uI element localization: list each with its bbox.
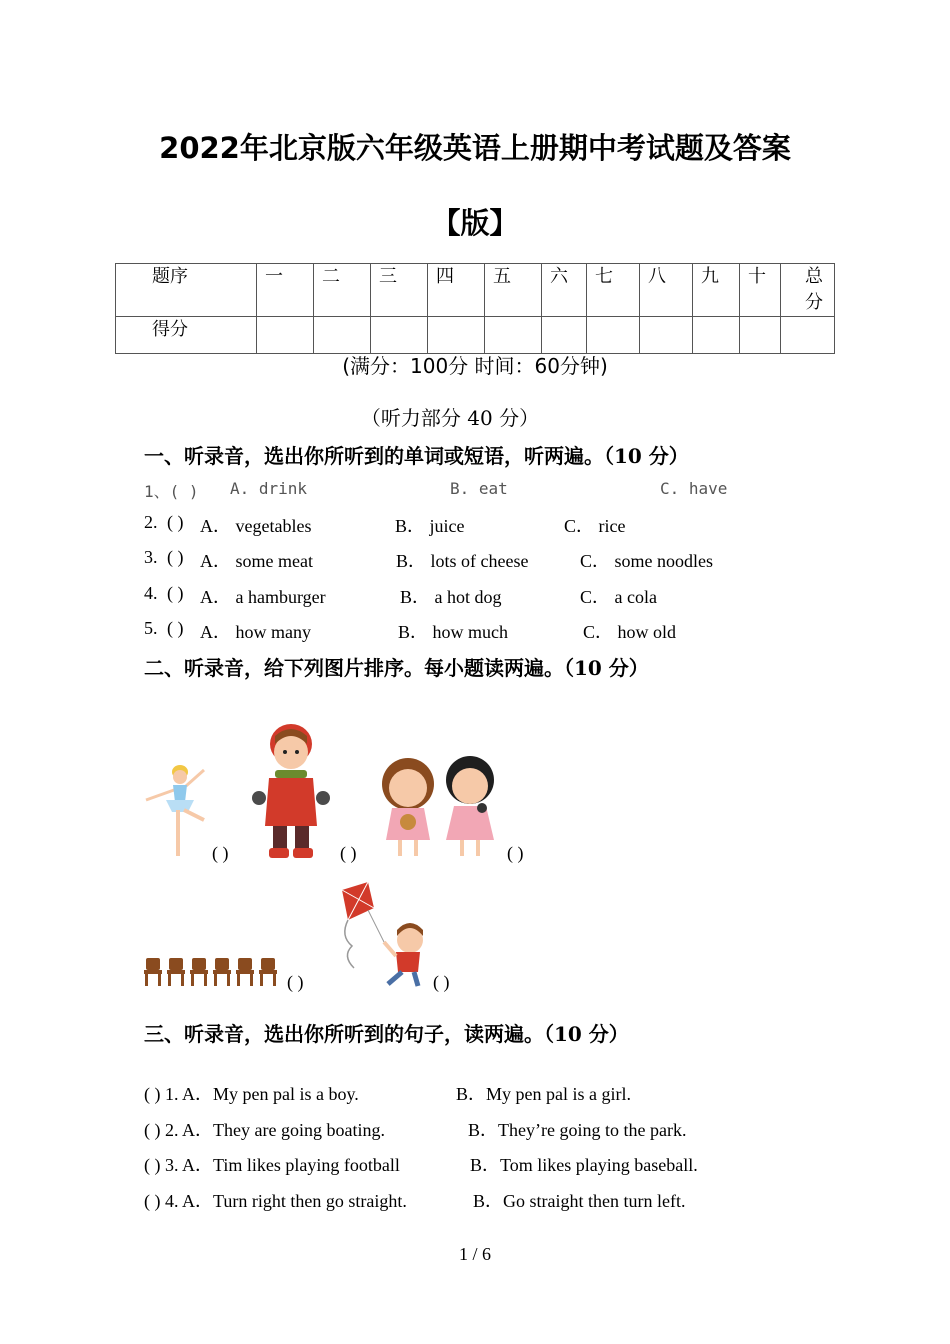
cell-4: 四: [428, 264, 485, 317]
q4-paren: ( ): [167, 583, 184, 603]
blank-pic-3[interactable]: ( ): [507, 843, 524, 863]
score-cell: [587, 317, 640, 354]
cell-9: 九: [693, 264, 740, 317]
q4-option-c: C． a cola: [580, 587, 657, 607]
score-cell: [314, 317, 371, 354]
q5-paren: ( ): [167, 618, 184, 638]
page-number: 1 / 6: [458, 1244, 491, 1264]
cell-5: 五: [485, 264, 542, 317]
q5-option-b: B． how much: [398, 622, 508, 642]
s3-q3-option-b: B．Tom likes playing baseball.: [470, 1155, 698, 1175]
q3-paren: ( ): [167, 547, 184, 567]
score-cell: [640, 317, 693, 354]
cell-10: 十: [740, 264, 781, 317]
cell-3: 三: [371, 264, 428, 317]
cell-label-tixu: 题序: [116, 264, 257, 317]
score-cell: [693, 317, 740, 354]
q4-option-a: A． a hamburger: [200, 587, 326, 607]
kite-boy-icon: [322, 880, 432, 990]
s3-q4-prefix: ( ) 4. A．Turn right then go straight.: [144, 1191, 407, 1211]
q2-number: 2.: [144, 512, 158, 532]
q4-option-b: B． a hot dog: [400, 587, 502, 607]
score-cell: [371, 317, 428, 354]
q4-number: 4.: [144, 583, 158, 603]
score-cell: [542, 317, 587, 354]
blank-pic-4[interactable]: ( ): [287, 972, 304, 992]
q3-option-b: B． lots of cheese: [396, 551, 529, 571]
cell-2: 二: [314, 264, 371, 317]
score-cell: [485, 317, 542, 354]
chairs-icon: [144, 956, 284, 988]
exam-info: (满分：100分 时间：60分钟): [342, 354, 608, 378]
two-girls-singing-icon: [372, 756, 504, 860]
cell-7: 七: [587, 264, 640, 317]
q3-number: 3.: [144, 547, 158, 567]
s3-q2-prefix: ( ) 2. A．They are going boating.: [144, 1120, 385, 1140]
score-cell: [428, 317, 485, 354]
s3-q2-option-b: B．They’re going to the park.: [468, 1120, 687, 1140]
q2-option-a: A． vegetables: [200, 516, 312, 536]
section1-title: 一、听录音，选出你所听到的单词或短语，听两遍。（10 分）: [144, 444, 689, 468]
s3-q4-option-b: B．Go straight then turn left.: [473, 1191, 686, 1211]
s3-q1-prefix: ( ) 1. A．My pen pal is a boy.: [144, 1084, 359, 1104]
s3-q1-option-b: B．My pen pal is a girl.: [456, 1084, 631, 1104]
blank-pic-1[interactable]: ( ): [212, 843, 229, 863]
blank-pic-5[interactable]: ( ): [433, 972, 450, 992]
score-cell: [740, 317, 781, 354]
q1-option-b: B. eat: [450, 479, 508, 498]
q5-number: 5.: [144, 618, 158, 638]
winter-boy-icon: [245, 722, 337, 860]
cell-label-defen: 得分: [116, 317, 257, 354]
section3-title: 三、听录音，选出你所听到的句子，读两遍。（10 分）: [144, 1022, 629, 1046]
blank-pic-2[interactable]: ( ): [340, 843, 357, 863]
title-line-1: 2022年北京版六年级英语上册期中考试题及答案: [159, 131, 791, 165]
q2-option-b: B． juice: [395, 516, 465, 536]
q3-option-c: C． some noodles: [580, 551, 713, 571]
score-cell: [257, 317, 314, 354]
cell-total: 总分: [781, 264, 835, 317]
q2-paren: ( ): [167, 512, 184, 532]
score-table-score-row: [116, 317, 835, 354]
score-table: [115, 263, 835, 354]
cell-8: 八: [640, 264, 693, 317]
q5-option-a: A． how many: [200, 622, 311, 642]
q1-option-a: A. drink: [230, 479, 308, 498]
cell-1: 一: [257, 264, 314, 317]
q5-option-c: C． how old: [583, 622, 677, 642]
listening-header: （听力部分 40 分）: [360, 406, 540, 430]
q3-option-a: A． some meat: [200, 551, 313, 571]
score-cell: [781, 317, 835, 354]
q2-option-c: C． rice: [564, 516, 626, 536]
title-line-2: 【版】: [431, 206, 519, 240]
ballerina-icon: [140, 760, 212, 860]
cell-6: 六: [542, 264, 587, 317]
s3-q3-prefix: ( ) 3. A．Tim likes playing football: [144, 1155, 400, 1175]
q1-option-c: C. have: [660, 479, 728, 498]
section2-title: 二、听录音，给下列图片排序。每小题读两遍。（10 分）: [144, 656, 649, 680]
score-table-header-row: [116, 264, 835, 317]
q1-number: 1、( ): [144, 482, 199, 501]
